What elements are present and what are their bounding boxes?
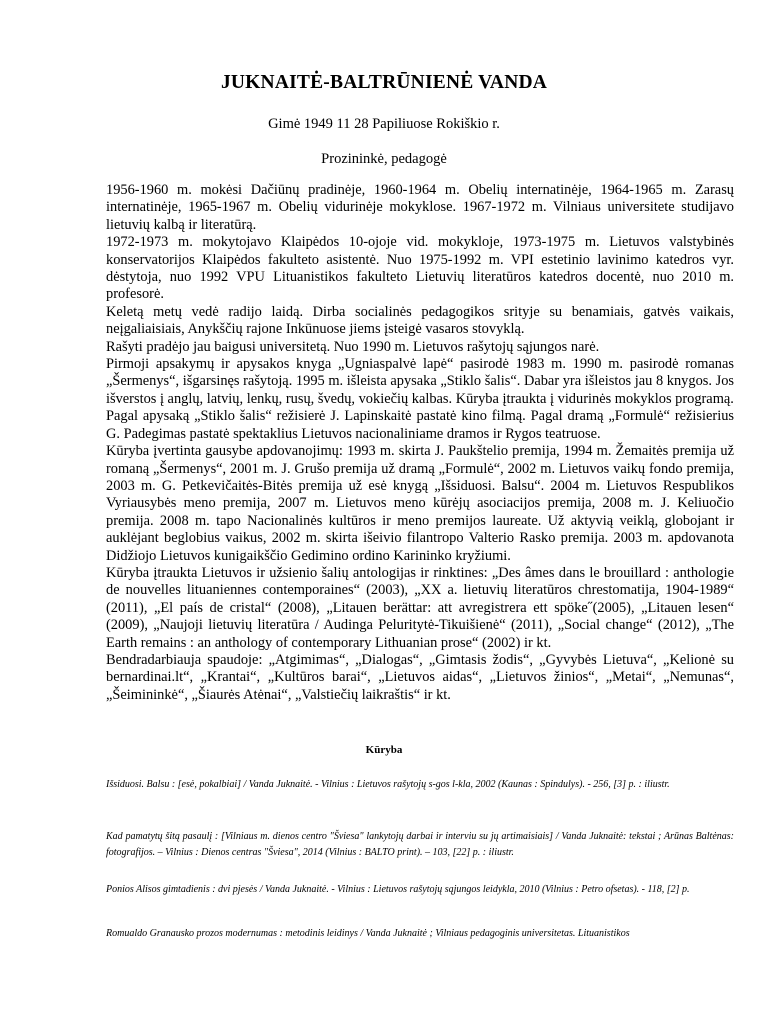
biography-paragraph: Pagal apysaką „Stiklo šalis“ režisierė J. Lapinskaitė pastatė kino filmą. Pagal dramą „Formulė“ režisierius G. Padegimas pastatė spektaklius Lietuvos nacionaliniame dramos ir Rygos teatruose. [106,408,734,442]
role-info: Prozininkė, pedagogė [321,151,447,167]
biography-paragraph: Kūryba įtraukta Lietuvos ir užsienio šalių antologijas ir rinktines: „Des âmes dans le brouillard : anthologie de nouvelles lituaniennes contemporaines“ (2003), „XX a. lietuvių literatūros chrestomatija, 1904-1989“ (2011), „El país de cristal“ (2008), „Litauen berättar: att avregistrera ett spöke˝(2005), „Litauen lesen“ (2009), „Naujoji lietuvių literatūra / Audinga Peluritytė-Tikuišienė“ (2011), „Social change“ (2012), „The Earth remains : an anthology of contemporary Lithuanian prose“ (2002) ir kt. [106,564,734,651]
biography-body [106,182,734,704]
biography-paragraph: Bendradarbiauja spaudoje: „Atgimimas“, „Dialogas“, „Gimtasis žodis“, „Gyvybės Lietuva“, „Kelionė su bernardinai.lt“, „Krantai“, „Kultūros barai“, „Lietuvos aidas“, „Lietuvos žinios“, „Metai“, „Nemunas“, „Šeimininkė“, „Šiaurės Atėnai“, „Valstiečių laikraštis“ ir kt. [106,651,734,703]
biography-paragraph: Pirmoji apsakymų ir apysakos knyga „Ugniaspalvė lapė“ pasirodė 1983 m. 1990 m. pasirodė romanas „Šermenys“, išgarsinęs rašytoją. 1995 m. išleista apysaka „Stiklo šalis“. Dabar yra išleistos jau 8 knygos. Jos išverstos į anglų, latvių, lenkų, rusų, švedų, vokiečių kalbas. Kūryba įtraukta į vidurinės mokyklos programą. [106,356,734,407]
biography-paragraph: Rašyti pradėjo jau baigusi universitetą. Nuo 1990 m. Lietuvos rašytojų sąjungos narė. [106,338,600,355]
biography-paragraph: Keletą metų vedė radijo laidą. Dirba socialinės pedagogikos srityje su benamiais, gatvės vaikais, neįgaliaisiais, Anykščių rajone Inkūnuose jiems įsteigė vasaros stovyklą. [106,303,734,338]
biography-paragraph: 1956-1960 m. mokėsi Dačiūnų pradinėje, 1960-1964 m. Obelių internatinėje, 1964-1965 m. Zarasų internatinėje, 1965-1967 m. Obelių vidurinėje mokyklose. 1967-1972 m. Vilniaus universitete studijavo lietuvių kalbą ir literatūrą. [106,182,734,233]
bibliography-entry: Romualdo Granausko prozos modernumas : metodinis leidinys / Vanda Juknaitė ; Vilniaus pedagoginis universitetas. Lituanistikos [106,928,630,939]
bibliography-entry: Kad pamatytų šitą pasaulį : [Vilniaus m. dienos centro "Šviesa" lankytojų darbai ir interviu su jų artimaisiais] / Vanda Juknaitė: tekstai ; Arūnas Baltėnas: fotografijos. – Vilnius : Dienos centras "Šviesa", 2014 (Vilnius : BALTO print). – 103, [22] p. : iliustr. [106,831,734,858]
bibliography-entry: Ponios Alisos gimtadienis : dvi pjesės / Vanda Juknaitė. - Vilnius : Lietuvos rašytojų sąjungos leidykla, 2010 (Vilnius : Petro ofsetas). - 118, [2] p. [106,884,690,895]
works-heading: Kūryba [365,744,403,756]
biography-paragraph: 1972-1973 m. mokytojavo Klaipėdos 10-ojoje vid. mokykloje, 1973-1975 m. Lietuvos valstybinės konservatorijos Klaipėdos fakulteto asistentė. Nuo 1975-1992 m. VPI estetinio lavinimo katedros vyr. dėstytoja, nuo 1992 VPU Lituanistikos fakulteto Lietuvių literatūros katedros docentė, nuo 2010 m. profesorė. [106,234,734,303]
page-title: JUKNAITĖ-BALTRŪNIENĖ VANDA [220,72,548,93]
biography-paragraph: Kūryba įvertinta gausybe apdovanojimų: 1993 m. skirta J. Paukštelio premija, 1994 m. Žemaitės premija už romaną „Šermenys“, 2001 m. J. Grušo premija už dramą „Formulė“, 2002 m. Lietuvos vaikų fondo premija, 2003 m. G. Petkevičaitės-Bitės premija už esė knygą „Išsiduosi. Balsu“. 2004 m. Lietuvos Respublikos Vyriausybės meno premija, 2007 m. Lietuvos meno kūrėjų asociacijos premija, 2008 m. J. Keliuočio premija. 2008 m. tapo Nacionalinės kultūros ir meno premijos laureate. Už aktyvią veiklą, globojant ir auklėjant beglobius vaikus, 2002 m. skirta išeivio filantropo Valterio Rasko premija. 2003 m. apdovanota Didžiojo Lietuvos kunigaikščio Gedimino ordino Karininko kryžiumi. [106,443,734,564]
birth-info: Gimė 1949 11 28 Papiliuose Rokiškio r. [268,116,500,132]
bibliography-entry: Išsiduosi. Balsu : [esė, pokalbiai] / Vanda Juknaitė. - Vilnius : Lietuvos rašytojų s-gos l-kla, 2002 (Kaunas : Spindulys). - 256, [3] p. : iliustr. [106,779,670,790]
